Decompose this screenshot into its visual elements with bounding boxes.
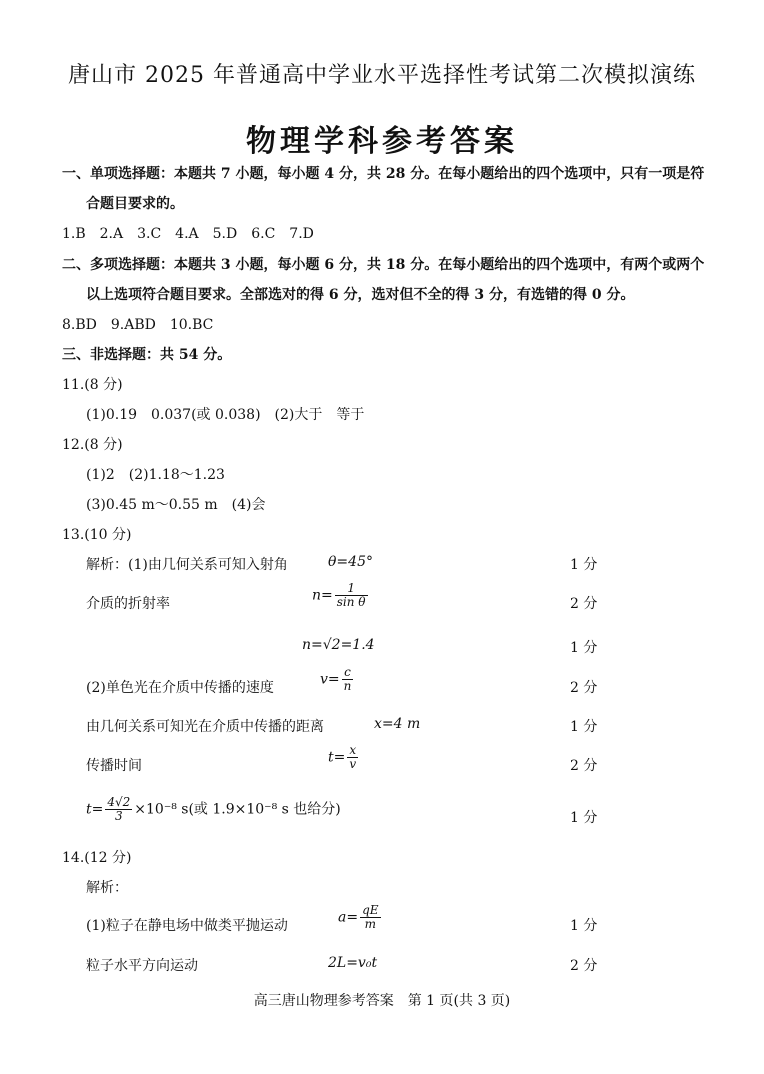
section3-heading: 三、非选择题：共 54 分。 [62, 347, 232, 363]
q13-row4-denominator: n [343, 679, 352, 694]
q14-row1-fraction [360, 904, 380, 931]
q11-answer: (1)0.19 0.037(或 0.038) (2)大于 等于 [86, 407, 365, 423]
q14-row1-text: (1)粒子在静电场中做类平抛运动 [86, 918, 288, 934]
section2-heading-cont: 以上选项符合题目要求。全部选对的得 6 分，选对但不全的得 3 分，有选错的得 0 分。 [86, 287, 635, 303]
q13-row3-points: 1 分 [570, 640, 598, 656]
page-footer: 高三唐山物理参考答案 第 1 页(共 3 页) [253, 993, 511, 1009]
q13-row6-text: 传播时间 [86, 758, 142, 774]
q13-row4-fraction [342, 666, 354, 693]
q13-row4-equation [320, 666, 355, 693]
q14-row2-points: 2 分 [570, 958, 598, 974]
q13-row2-fraction [335, 582, 368, 609]
q13-row7-lhs: t= [86, 801, 104, 818]
q13-row6-lhs: t= [328, 749, 346, 766]
q14-row1-numerator: qE [362, 903, 379, 917]
q13-row6-denominator: v [349, 757, 357, 772]
q13-row4-text: (2)单色光在介质中传播的速度 [86, 680, 274, 696]
q14-row1-equation [338, 904, 383, 931]
q14-heading: 14.(12 分) [62, 850, 132, 866]
q13-row7-points: 1 分 [570, 810, 598, 826]
q13-row7-numerator: 4√2 [107, 795, 131, 809]
q13-row1-text: 解析：(1)由几何关系可知入射角 [86, 557, 288, 573]
q14-analysis-label: 解析： [86, 880, 128, 896]
q13-row2-denominator: sin θ [336, 595, 366, 610]
q14-row1-denominator: m [364, 917, 376, 932]
section1-heading-cont: 合题目要求的。 [86, 196, 184, 212]
q13-row7-denominator: 3 [115, 809, 123, 824]
q13-row6-equation [328, 744, 360, 771]
q13-row4-points: 2 分 [570, 680, 598, 696]
section2-answers: 8.BD 9.ABD 10.BC [62, 317, 214, 333]
q13-row5-points: 1 分 [570, 719, 598, 735]
q12-answer-line2: (3)0.45 m～0.55 m (4)会 [86, 497, 266, 513]
q13-row7-fraction [105, 796, 132, 823]
q13-row7-rest: ×10⁻⁸ s(或 1.9×10⁻⁸ s 也给分) [134, 801, 341, 818]
q13-row1-points: 1 分 [570, 557, 598, 573]
q14-row1-points: 1 分 [570, 918, 598, 934]
document-header: 唐山市 2025 年普通高中学业水平选择性考试第二次模拟演练 [68, 63, 696, 88]
q13-row2-points: 2 分 [570, 596, 598, 612]
q13-row2-lhs: n= [312, 587, 333, 604]
q13-row4-numerator: c [342, 666, 354, 680]
q13-row3-equation: n=√2=1.4 [302, 637, 375, 653]
q13-row5-equation: x=4 m [374, 716, 421, 732]
section1-heading: 一、单项选择题：本题共 7 小题，每小题 4 分，共 28 分。在每小题给出的四个选项中，只有一项是符 [62, 166, 705, 182]
q13-heading: 13.(10 分) [62, 527, 132, 543]
q14-row1-lhs: a= [338, 909, 359, 926]
q13-row5-text: 由几何关系可知光在介质中传播的距离 [86, 719, 324, 735]
section2-heading: 二、多项选择题：本题共 3 小题，每小题 6 分，共 18 分。在每小题给出的四个选项中，有两个或两个 [62, 257, 705, 273]
q13-row6-points: 2 分 [570, 758, 598, 774]
section1-answers: 1.B 2.A 3.C 4.A 5.D 6.C 7.D [62, 226, 314, 242]
q13-row2-text: 介质的折射率 [86, 596, 170, 612]
q14-row2-equation: 2L=v₀t [328, 955, 378, 971]
q13-row6-numerator: x [349, 743, 357, 757]
q13-row2-equation [312, 582, 370, 609]
page-title: 物理学科参考答案 [246, 124, 518, 159]
q11-heading: 11.(8 分) [62, 377, 123, 393]
q14-row2-text: 粒子水平方向运动 [86, 958, 198, 974]
q13-row7-equation [86, 796, 341, 823]
q12-answer-line1: (1)2 (2)1.18～1.23 [86, 467, 225, 483]
q13-row4-lhs: v= [320, 671, 340, 688]
q12-heading: 12.(8 分) [62, 437, 123, 453]
q13-row2-numerator: 1 [335, 582, 368, 596]
q13-row6-fraction [347, 744, 358, 771]
q13-row1-equation: θ=45° [328, 554, 373, 570]
